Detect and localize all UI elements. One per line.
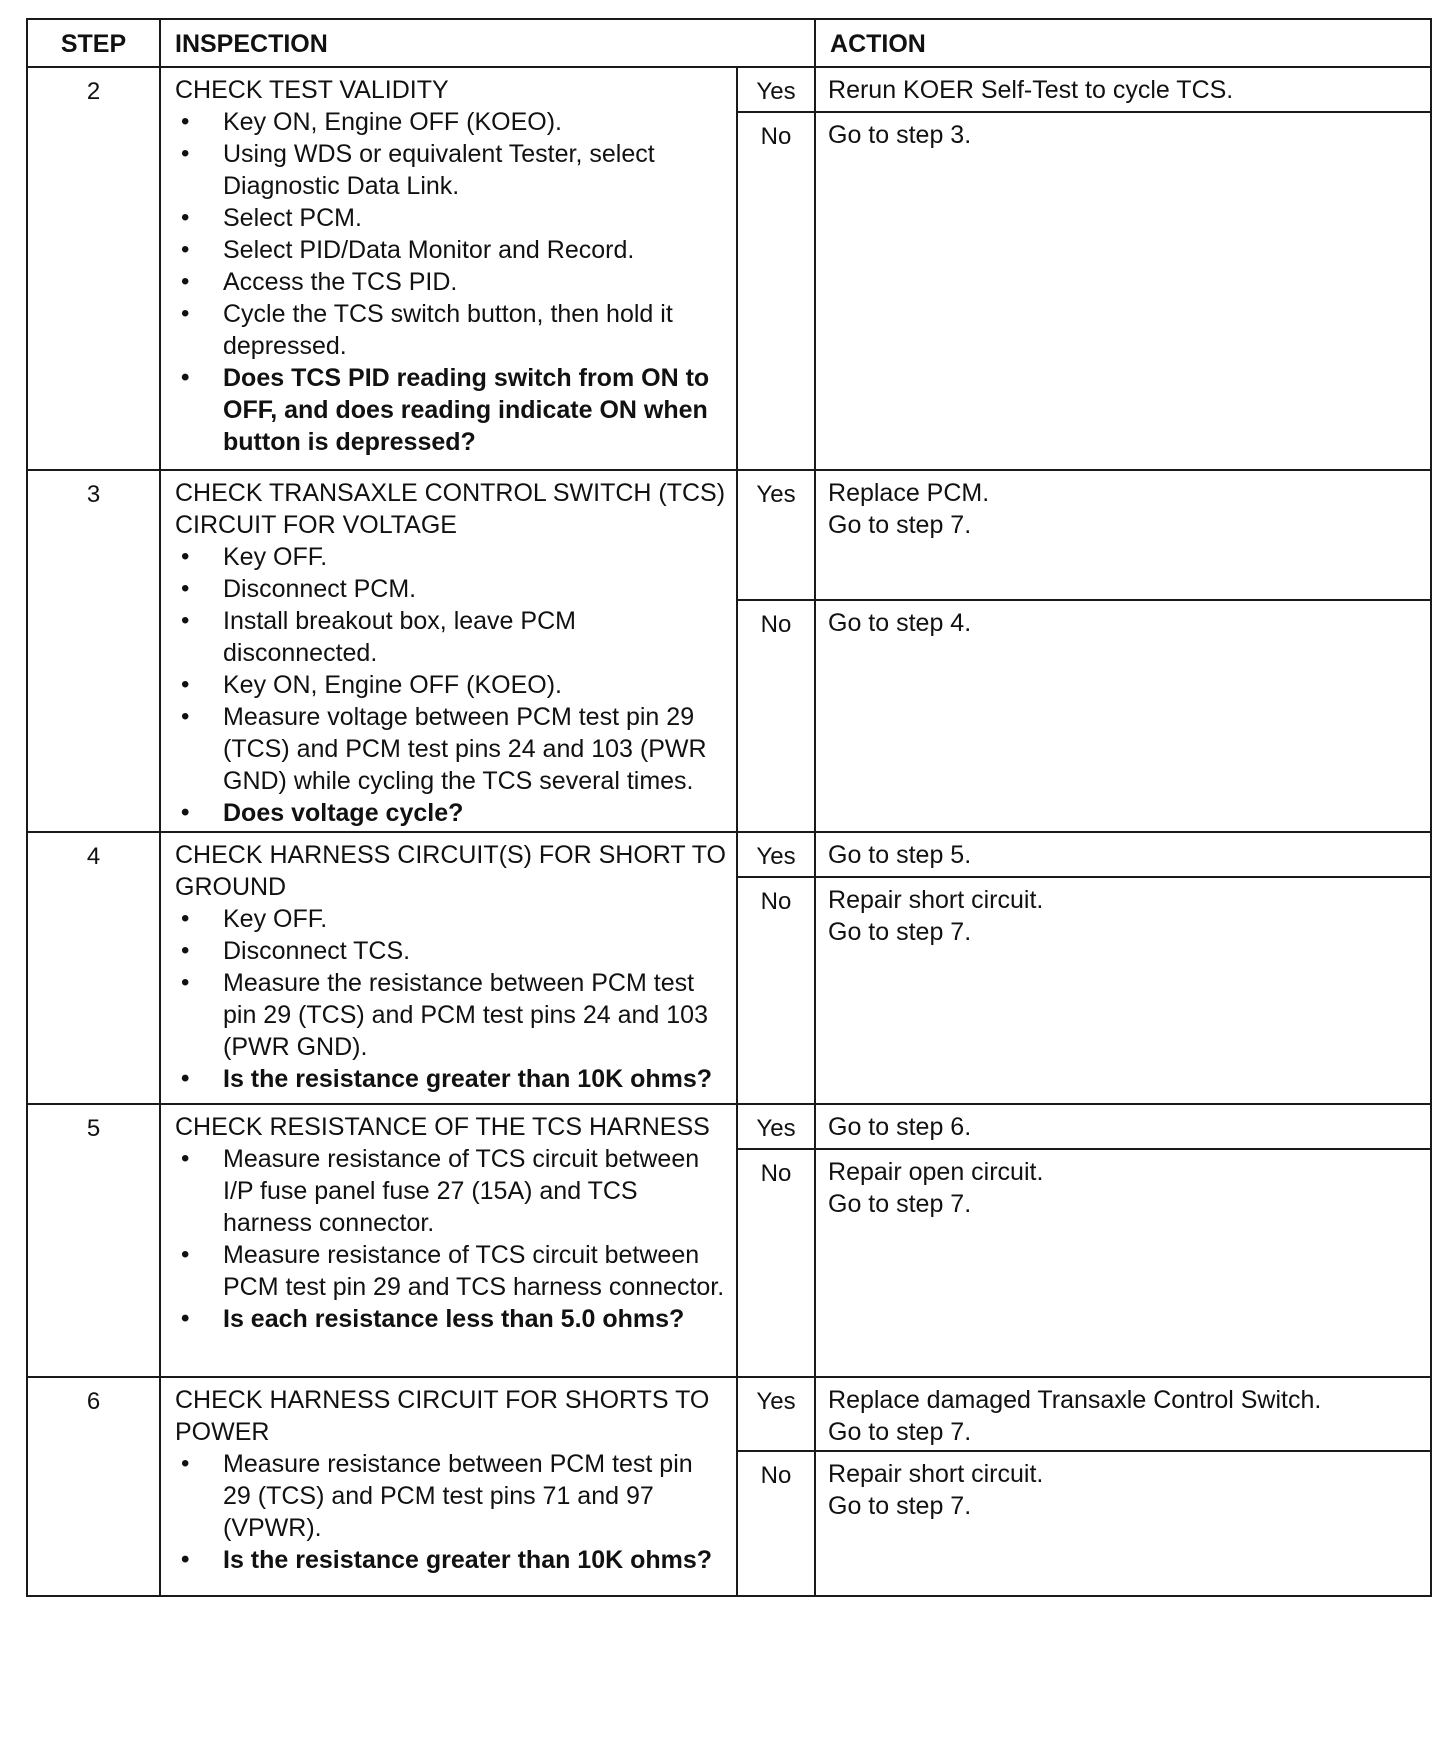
inspection-item: • Select PID/Data Monitor and Record. [175, 234, 726, 266]
no-action [815, 600, 1431, 832]
inspection-item: • Key ON, Engine OFF (KOEO). [175, 106, 726, 138]
no-label: No [737, 1149, 815, 1377]
table-row [27, 470, 1431, 600]
step-number: 5 [27, 1104, 160, 1377]
inspection-item: • Access the TCS PID. [175, 266, 726, 298]
action-line: Go to step 7. [828, 1492, 972, 1520]
yes-action [815, 1377, 1431, 1451]
yes-action [815, 832, 1431, 877]
action-line: Replace damaged Transaxle Control Switch. [828, 1386, 1322, 1414]
yes-action [815, 1104, 1431, 1149]
inspection-item: • Install breakout box, leave PCM disconnected. [175, 605, 726, 669]
no-label: No [737, 877, 815, 1104]
inspection-list [175, 106, 726, 458]
action-line: Go to step 7. [828, 918, 972, 946]
inspection-item: • Measure resistance between PCM test pin 29 (TCS) and PCM test pins 71 and 97 (VPWR). [175, 1448, 726, 1544]
table-row [27, 1104, 1431, 1149]
inspection-item: • Disconnect PCM. [175, 573, 726, 605]
no-label: No [737, 112, 815, 470]
inspection-cell [160, 832, 737, 1104]
yes-label: Yes [737, 470, 815, 600]
yes-label: Yes [737, 832, 815, 877]
header-action: ACTION [815, 19, 1431, 67]
inspection-title: CHECK RESISTANCE OF THE TCS HARNESS [175, 1113, 710, 1141]
action-line: Repair open circuit. [828, 1158, 1044, 1186]
inspection-item: • Measure resistance of TCS circuit between PCM test pin 29 and TCS harness connector. [175, 1239, 726, 1303]
inspection-item: • Measure the resistance between PCM test pin 29 (TCS) and PCM test pins 24 and 103 (PWR GND). [175, 967, 726, 1063]
action-line: Repair short circuit. [828, 1460, 1044, 1488]
inspection-question: • Does voltage cycle? [175, 797, 726, 829]
yes-action [815, 470, 1431, 600]
inspection-title: CHECK TEST VALIDITY [175, 76, 449, 104]
inspection-cell [160, 1377, 737, 1596]
table-body [27, 67, 1431, 1596]
yes-action [815, 67, 1431, 112]
inspection-list [175, 1448, 726, 1576]
action-line: Go to step 5. [828, 841, 972, 869]
inspection-cell [160, 470, 737, 832]
yes-label: Yes [737, 1377, 815, 1451]
inspection-item: • Measure resistance of TCS circuit between I/P fuse panel fuse 27 (15A) and TCS harness connector. [175, 1143, 726, 1239]
no-label: No [737, 600, 815, 832]
table-row [27, 67, 1431, 112]
action-line: Go to step 7. [828, 511, 972, 539]
inspection-item: • Key OFF. [175, 541, 726, 573]
action-line: Go to step 4. [828, 609, 972, 637]
header-step: STEP [27, 19, 160, 67]
inspection-item: • Key OFF. [175, 903, 726, 935]
step-number: 2 [27, 67, 160, 470]
diagnostic-table [26, 18, 1432, 1597]
inspection-item: • Key ON, Engine OFF (KOEO). [175, 669, 726, 701]
inspection-cell [160, 1104, 737, 1377]
inspection-cell [160, 67, 737, 470]
inspection-item: • Select PCM. [175, 202, 726, 234]
inspection-item: • Disconnect TCS. [175, 935, 726, 967]
action-line: Go to step 7. [828, 1190, 972, 1218]
yes-label: Yes [737, 1104, 815, 1149]
no-action [815, 1149, 1431, 1377]
inspection-item: • Measure voltage between PCM test pin 29 (TCS) and PCM test pins 24 and 103 (PWR GND) while cycling the TCS several times. [175, 701, 726, 797]
action-line: Repair short circuit. [828, 886, 1044, 914]
inspection-list [175, 541, 726, 829]
inspection-title: CHECK HARNESS CIRCUIT FOR SHORTS TO POWER [175, 1386, 710, 1446]
inspection-title: CHECK TRANSAXLE CONTROL SWITCH (TCS) CIRCUIT FOR VOLTAGE [175, 479, 726, 539]
header-inspection: INSPECTION [160, 19, 815, 67]
action-line: Go to step 6. [828, 1113, 972, 1141]
inspection-list [175, 1143, 726, 1335]
no-action [815, 1451, 1431, 1596]
step-number: 6 [27, 1377, 160, 1596]
action-line: Go to step 3. [828, 121, 972, 149]
inspection-title: CHECK HARNESS CIRCUIT(S) FOR SHORT TO GROUND [175, 841, 726, 901]
inspection-question: • Is the resistance greater than 10K ohms? [175, 1063, 726, 1095]
step-number: 3 [27, 470, 160, 832]
inspection-item: • Using WDS or equivalent Tester, select Diagnostic Data Link. [175, 138, 726, 202]
header-row [27, 19, 1431, 67]
action-line: Replace PCM. [828, 479, 990, 507]
yes-label: Yes [737, 67, 815, 112]
inspection-item: • Cycle the TCS switch button, then hold it depressed. [175, 298, 726, 362]
inspection-question: • Is each resistance less than 5.0 ohms? [175, 1303, 726, 1335]
no-label: No [737, 1451, 815, 1596]
no-action [815, 877, 1431, 1104]
step-number: 4 [27, 832, 160, 1104]
inspection-question: • Does TCS PID reading switch from ON to OFF, and does reading indicate ON when button is depressed? [175, 362, 726, 458]
action-line: Rerun KOER Self-Test to cycle TCS. [828, 76, 1234, 104]
action-line: Go to step 7. [828, 1418, 972, 1446]
no-action [815, 112, 1431, 470]
inspection-list [175, 903, 726, 1095]
inspection-question: • Is the resistance greater than 10K ohms? [175, 1544, 726, 1576]
table-row [27, 1377, 1431, 1451]
table-row [27, 832, 1431, 877]
